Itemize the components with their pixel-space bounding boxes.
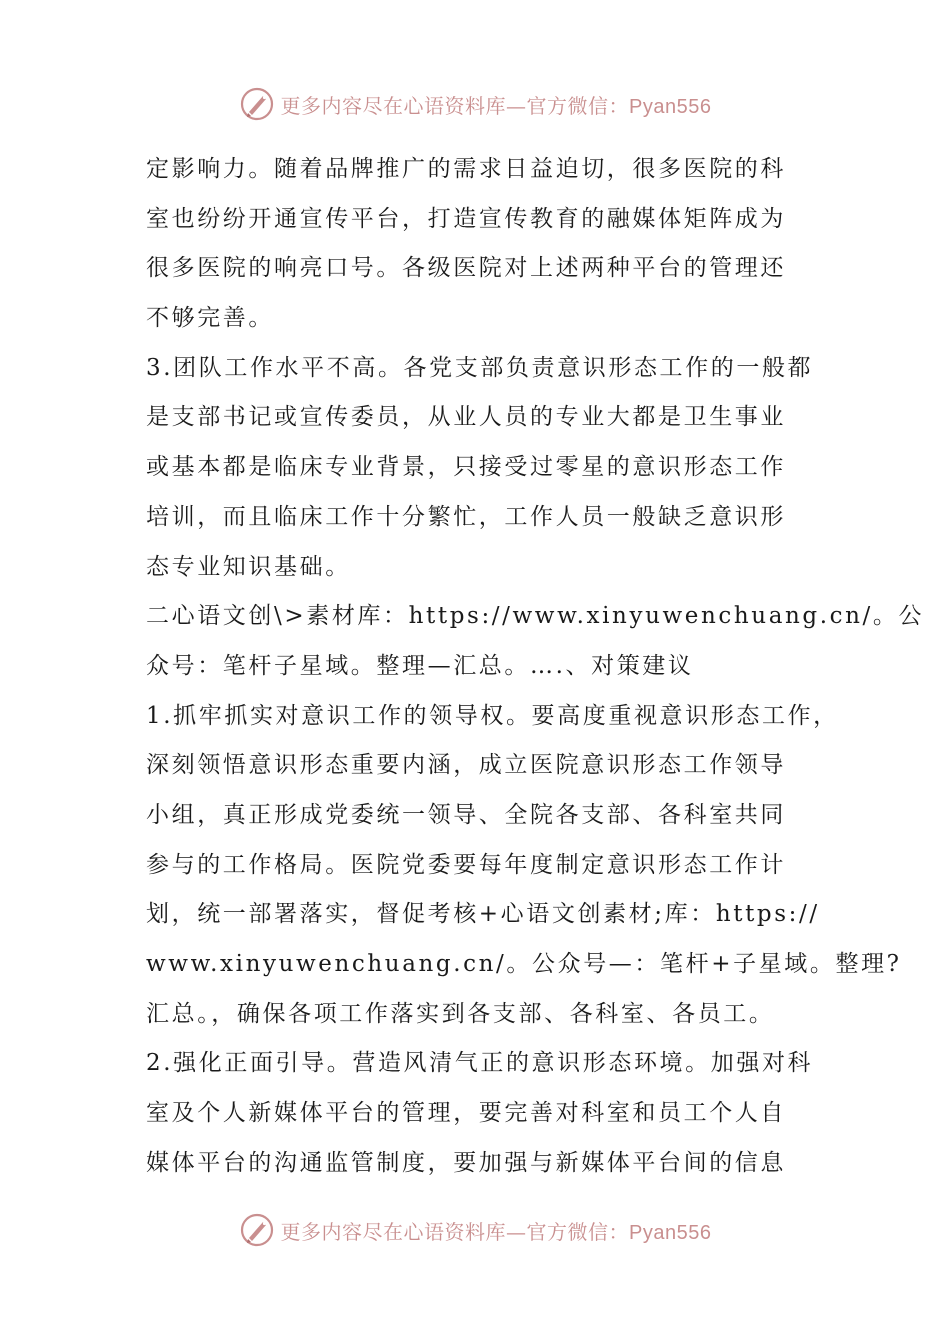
text-line: 二心语文创\>素材库：https://www.xinyuwenchuang.cn/。公 <box>146 603 925 630</box>
text-line: 2.强化正面引导。营造风清气正的意识形态环境。加强对科 <box>146 1050 814 1077</box>
text-line: 很多医院的响亮口号。各级医院对上述两种平台的管理还 <box>146 255 786 282</box>
text-line: 划，统一部署落实，督促考核+心语文创素材;库：https:// <box>146 901 820 928</box>
text-line: 态专业知识基础。 <box>146 553 351 580</box>
text-line: 定影响力。随着品牌推广的需求日益迫切，很多医院的科 <box>146 156 786 182</box>
text-line: 3.团队工作水平不高。各党支部负责意识形态工作的一般都 <box>146 354 814 381</box>
text-line: 汇总。，确保各项工作落实到各支部、各科室、各员工。 <box>146 1000 775 1027</box>
pen-logo-icon <box>239 86 275 122</box>
text-line: 深刻领悟意识形态重要内涵，成立医院意识形态工作领导 <box>146 752 786 779</box>
text-line: 参与的工作格局。医院党委要每年度制定意识形态工作计 <box>146 851 786 878</box>
pen-logo-icon <box>239 1212 275 1248</box>
text-line: 室也纷纷开通宣传平台，打造宣传教育的融媒体矩阵成为 <box>146 205 786 232</box>
watermark-text: 更多内容尽在心语资料库—官方微信：Pyan556 <box>280 1219 712 1244</box>
text-line: 媒体平台的沟通监管制度，要加强与新媒体平台间的信息 <box>146 1149 786 1176</box>
text-line: 是支部书记或宣传委员，从业人员的专业大都是卫生事业 <box>146 404 786 431</box>
text-line: 1.抓牢抓实对意识工作的领导权。要高度重视意识形态工作， <box>146 702 839 729</box>
footer-watermark <box>0 1210 950 1250</box>
text-line: 众号：笔杆子星域。整理—汇总。….、对策建议 <box>146 652 694 679</box>
text-line: 培训，而且临床工作十分繁忙，工作人员一般缺乏意识形 <box>146 503 786 530</box>
text-line: www.xinyuwenchuang.cn/。公众号—：笔杆+子星域。整理? <box>146 951 902 977</box>
watermark-text: 更多内容尽在心语资料库—官方微信：Pyan556 <box>280 93 712 118</box>
text-line: 室及个人新媒体平台的管理，要完善对科室和员工个人自 <box>146 1100 786 1127</box>
text-line: 不够完善。 <box>146 305 274 332</box>
header-watermark <box>0 84 950 124</box>
document-body <box>146 145 925 1188</box>
text-line: 或基本都是临床专业背景，只接受过零星的意识形态工作 <box>146 454 786 481</box>
text-line: 小组，真正形成党委统一领导、全院各支部、各科室共同 <box>146 801 786 828</box>
